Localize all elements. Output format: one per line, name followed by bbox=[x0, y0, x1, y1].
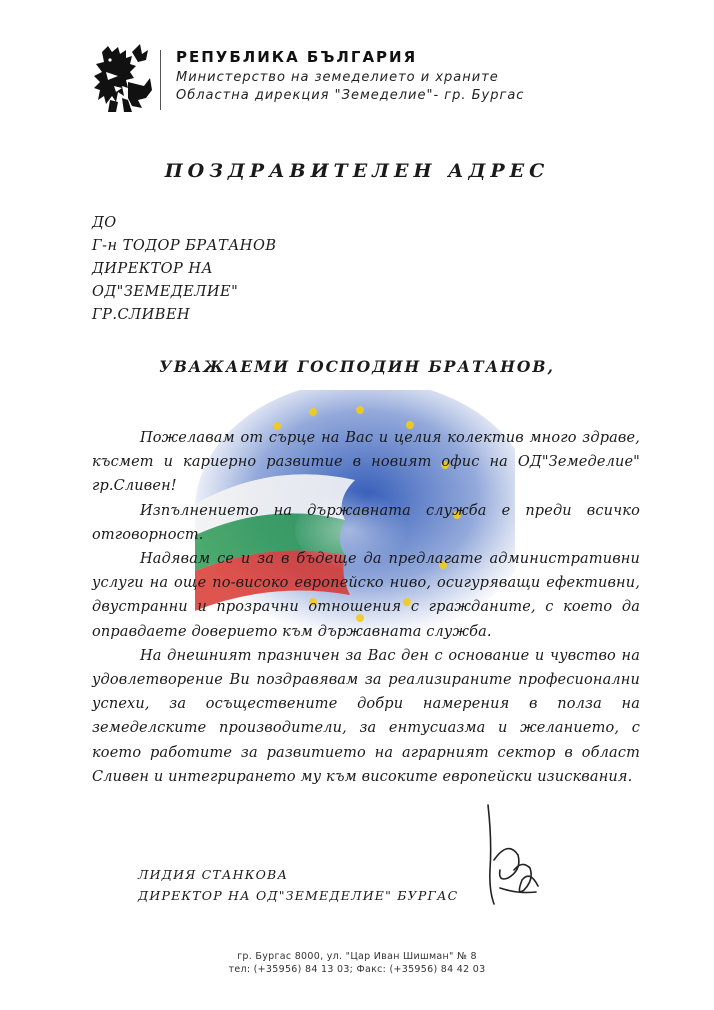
body-paragraph-1: Пожелавам от сърце на Вас и целия колектив много здраве, късмет и кариерно развитие в новият офис на ОД"Земеделие" гр.Сливен! bbox=[92, 430, 640, 495]
recipient-name: Г-н ТОДОР БРАТАНОВ bbox=[92, 238, 277, 254]
signer-block bbox=[138, 864, 458, 906]
recipient-block bbox=[92, 212, 277, 327]
document-title: ПОЗДРАВИТЕЛЕН АДРЕС bbox=[164, 160, 550, 182]
salutation: УВАЖАЕМИ ГОСПОДИН БРАТАНОВ, bbox=[159, 357, 555, 376]
footer-phone-fax: тел: (+35956) 84 13 03; Факс: (+35956) 84 42 03 bbox=[228, 964, 486, 975]
country-name: РЕПУБЛИКА БЪЛГАРИЯ bbox=[176, 48, 418, 66]
letter-body bbox=[92, 426, 640, 789]
recipient-city: ГР.СЛИВЕН bbox=[92, 307, 191, 323]
body-paragraph-2: Изпълнението на държавната служба е преди всичко отговорност. bbox=[92, 502, 640, 543]
ministry-name: Министерство на земеделието и храните bbox=[176, 70, 499, 85]
signer-name: ЛИДИЯ СТАНКОВА bbox=[138, 867, 289, 882]
recipient-position: ДИРЕКТОР НА bbox=[92, 261, 214, 277]
lion-emblem-icon bbox=[88, 42, 158, 114]
handwritten-signature bbox=[478, 800, 558, 910]
footer-contacts bbox=[0, 950, 714, 976]
letterhead bbox=[176, 48, 524, 106]
footer-address: гр. Бургас 8000, ул. "Цар Иван Шишман" № 8 bbox=[237, 951, 477, 962]
directorate-name: Областна дирекция "Земеделие"- гр. Бургас bbox=[176, 88, 525, 103]
body-paragraph-4: На днешният празничен за Вас ден с основание и чувство на удовлетворение Ви поздравявам за реализираните професионални успехи, за осъществените добри намерения в полза на земеделските производители, за ентусиазма и желанието, с което работите за развитието на аграрният сектор в област Сливен и интегрирането му към високите европейски изисквания. bbox=[92, 647, 640, 785]
signer-title: ДИРЕКТОР НА ОД"ЗЕМЕДЕЛИЕ" БУРГАС bbox=[138, 888, 459, 903]
header-divider bbox=[160, 50, 161, 110]
body-paragraph-3: Надявам се и за в бъдеще да предлагате административни услуги на още по-високо европейско ниво, осигуряващи ефективни, двустранни и прозрачни отношения с гражданите, с което да оправдаете доверието към държавната служба. bbox=[92, 551, 640, 640]
recipient-organization: ОД"ЗЕМЕДЕЛИЕ" bbox=[92, 284, 239, 300]
recipient-to: ДО bbox=[92, 215, 117, 231]
